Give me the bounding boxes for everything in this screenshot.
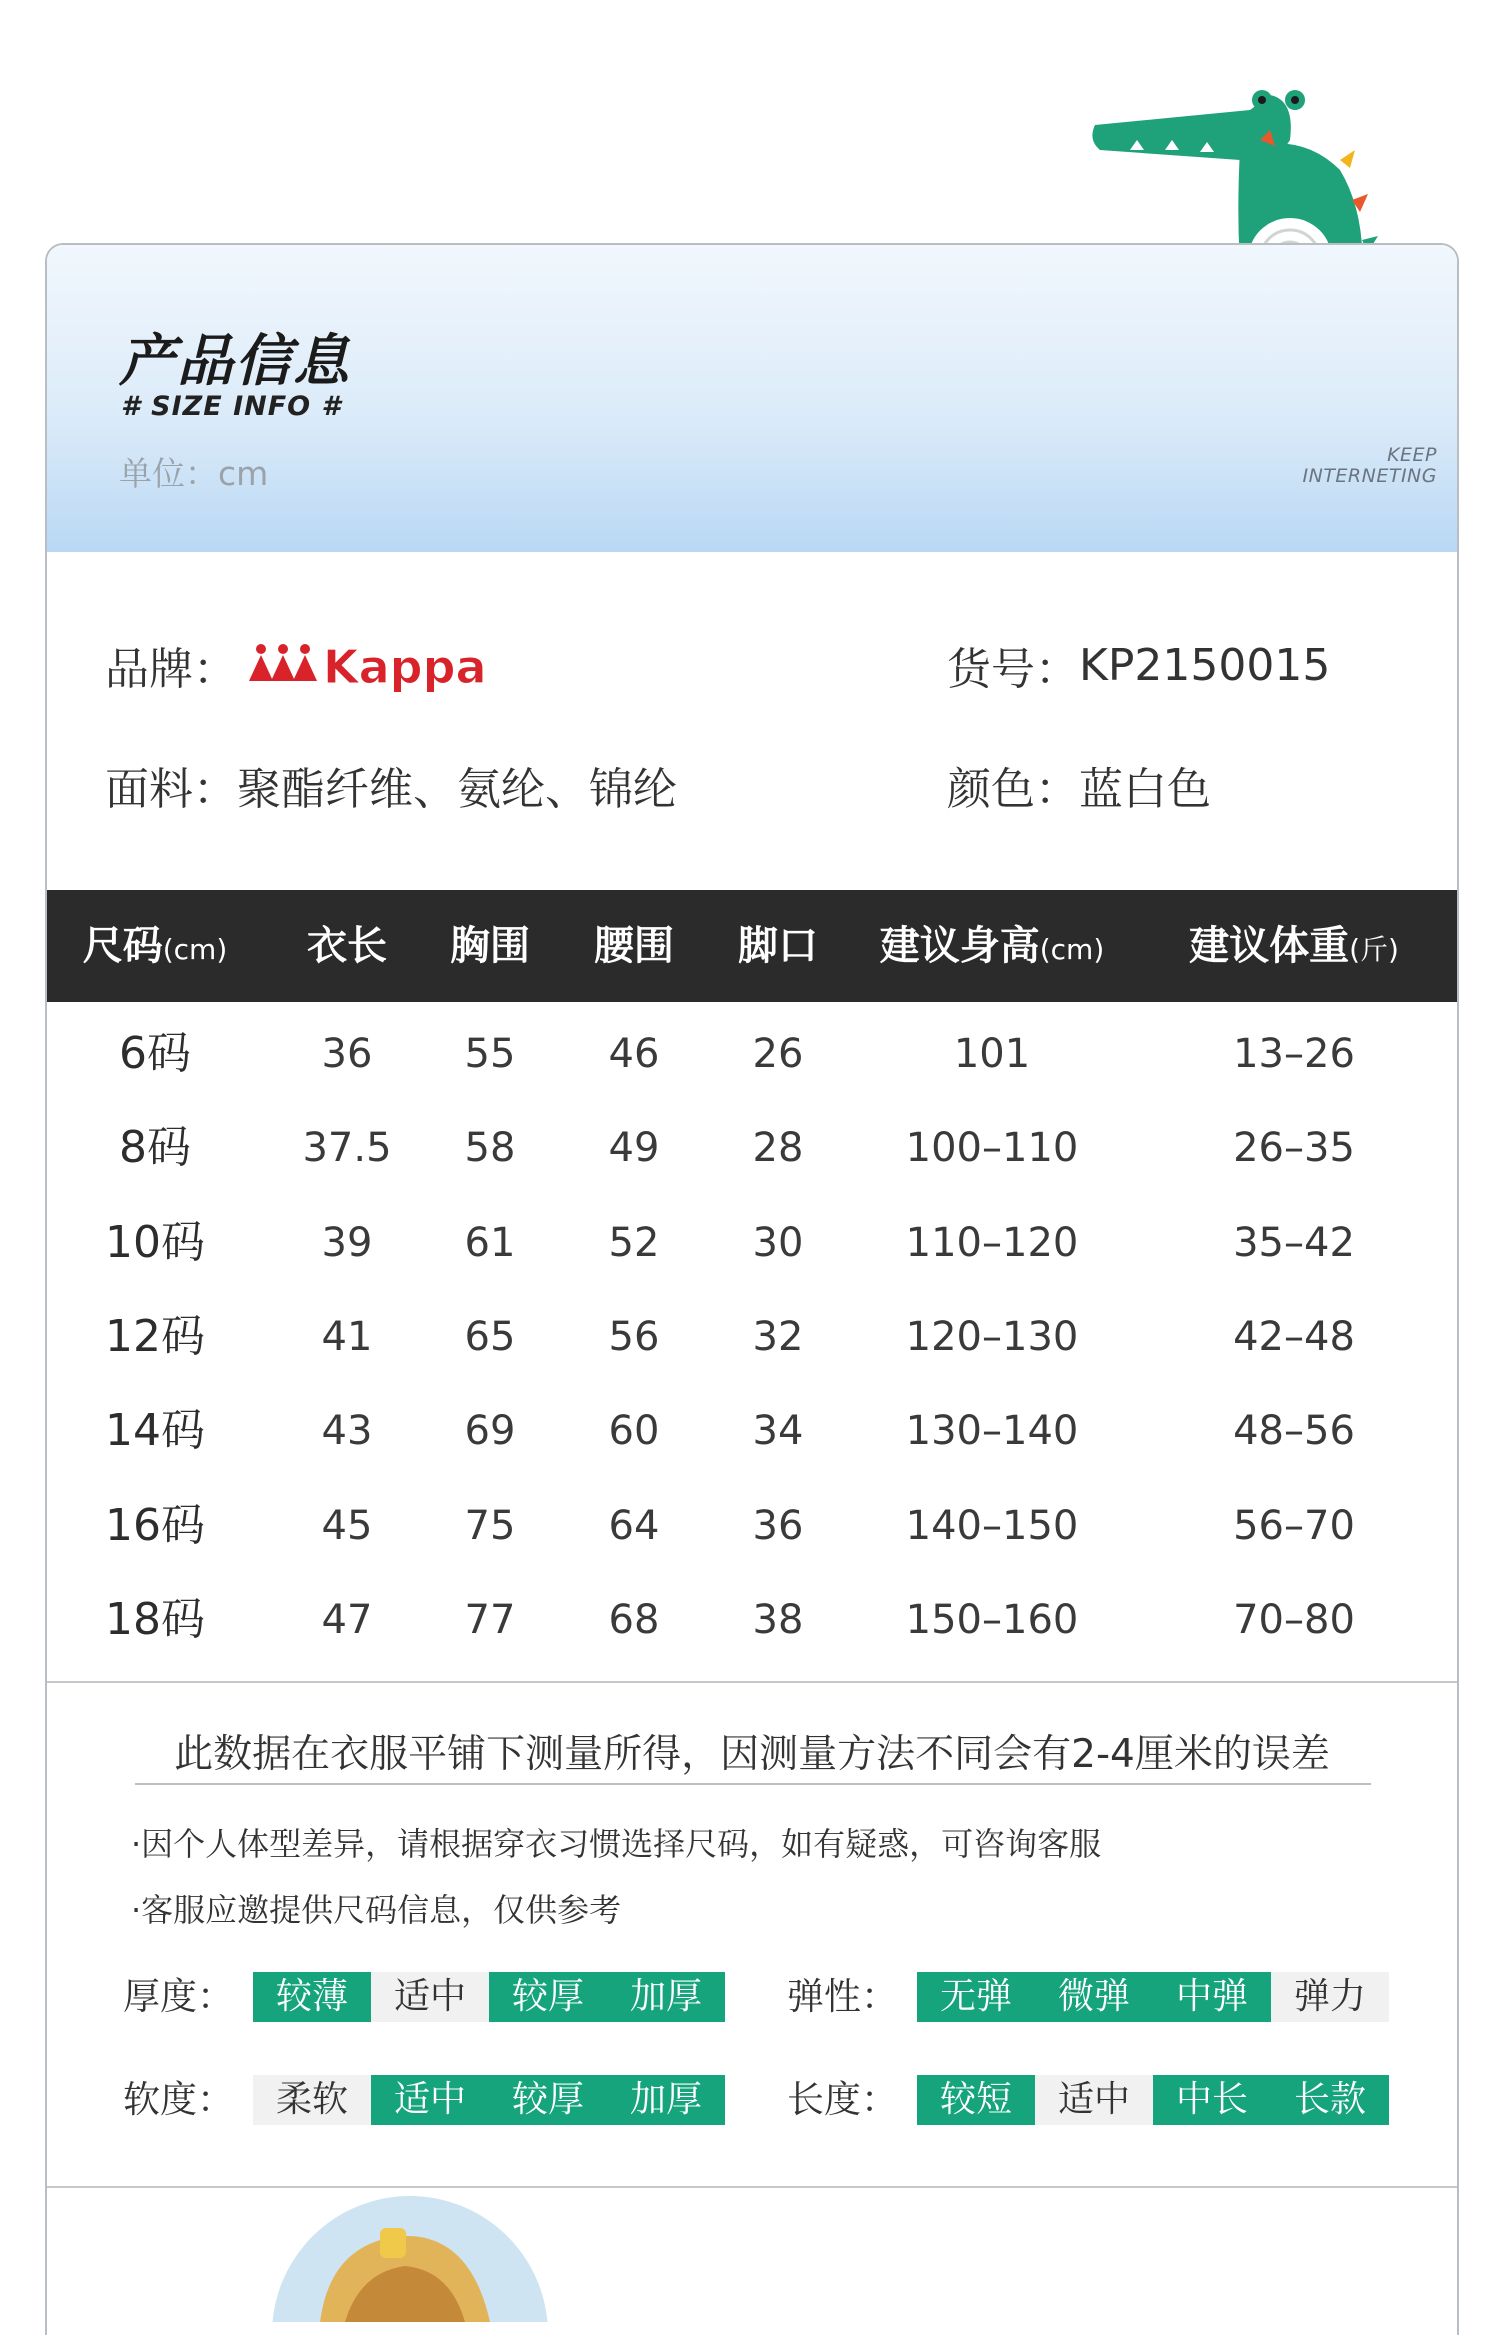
cell-chest: 69: [464, 1408, 516, 1455]
cell-waist: 49: [608, 1125, 660, 1172]
fabric-value: 聚酯纤维、氨纶、锦纶: [237, 764, 677, 815]
table-divider: [47, 1681, 1457, 1683]
thickness-option: 加厚: [607, 1972, 725, 2022]
cell-chest: 61: [464, 1219, 516, 1266]
size-info-card: [45, 243, 1459, 2335]
cell-waist: 60: [608, 1408, 660, 1455]
cell-size: 10码: [105, 1216, 205, 1268]
length-option: 长款: [1271, 2075, 1389, 2125]
kappa-logo-icon: [243, 635, 563, 695]
cell-height: 140–150: [905, 1502, 1079, 1549]
note-sub-2: ·客服应邀提供尺码信息，仅供参考: [131, 1891, 622, 1929]
table-row: [47, 1479, 1457, 1573]
cell-weight: 48–56: [1233, 1408, 1355, 1455]
brand-label: 品牌：: [105, 644, 237, 695]
table-row: [47, 1007, 1457, 1101]
cell-hem: 28: [752, 1125, 804, 1172]
header-chest: 胸围: [450, 923, 530, 969]
brand-row: [105, 633, 563, 697]
fabric-label: 面料：: [105, 764, 237, 815]
keep-interneting-text: [1237, 445, 1437, 487]
cell-chest: 55: [464, 1031, 516, 1077]
cell-waist: 68: [608, 1596, 660, 1643]
color-label: 颜色：: [947, 764, 1079, 815]
size-table-header: [47, 890, 1457, 1002]
cell-chest: 65: [464, 1313, 516, 1360]
sku-value: KP2150015: [1079, 639, 1331, 691]
cell-size: 6码: [119, 1028, 191, 1079]
card-header: [47, 245, 1457, 552]
cell-waist: 46: [608, 1031, 660, 1077]
cell-hem: 38: [752, 1596, 804, 1643]
softness-option: 加厚: [607, 2075, 725, 2125]
child-photo-partial: [0, 2184, 700, 2322]
cell-weight: 70–80: [1233, 1596, 1355, 1643]
cell-chest: 77: [464, 1596, 516, 1643]
cell-hem: 30: [752, 1219, 804, 1266]
sku-label: 货号：: [947, 644, 1079, 695]
cell-height: 100–110: [905, 1125, 1079, 1172]
page-title: 产品信息: [119, 329, 351, 394]
cell-length: 47: [321, 1596, 373, 1643]
cell-hem: 32: [752, 1313, 804, 1360]
cell-size: 14码: [105, 1405, 205, 1457]
softness-scale: [253, 2075, 725, 2125]
length-option: 中长: [1153, 2075, 1271, 2125]
thickness-option: 较厚: [489, 1972, 607, 2022]
table-row: [47, 1290, 1457, 1384]
cell-length: 45: [321, 1502, 373, 1549]
cell-length: 39: [321, 1219, 373, 1266]
header-length: 衣长: [307, 923, 387, 969]
thickness-scale: [253, 1972, 725, 2022]
header-hem: 脚口: [738, 923, 818, 969]
cell-height: 130–140: [905, 1408, 1079, 1455]
header-size: 尺码(cm): [82, 923, 228, 969]
cell-height: 150–160: [905, 1596, 1079, 1643]
sku-row: [947, 633, 1330, 697]
color-row: [947, 753, 1211, 817]
table-row: [47, 1196, 1457, 1290]
cell-weight: 35–42: [1233, 1219, 1355, 1266]
elasticity-scale: [917, 1972, 1389, 2022]
elasticity-label: 弹性：: [787, 1975, 898, 2018]
cell-weight: 42–48: [1233, 1313, 1355, 1360]
table-row: [47, 1573, 1457, 1667]
length-option: 适中: [1035, 2075, 1153, 2125]
table-row: [47, 1384, 1457, 1478]
cell-length: 36: [321, 1031, 373, 1077]
cell-size: 12码: [105, 1310, 205, 1362]
cell-length: 41: [321, 1313, 373, 1360]
header-weight: 建议体重(斤): [1189, 923, 1399, 969]
note-sub-1: ·因个人体型差异，请根据穿衣习惯选择尺码，如有疑惑，可咨询客服: [131, 1825, 1102, 1863]
cell-waist: 56: [608, 1313, 660, 1360]
table-row: [47, 1101, 1457, 1195]
cell-hem: 34: [752, 1408, 804, 1455]
cell-size: 16码: [105, 1499, 205, 1551]
header-height: 建议身高(cm): [879, 923, 1105, 969]
cell-height: 110–120: [905, 1219, 1079, 1266]
length-scale: [917, 2075, 1389, 2125]
thickness-option: 较薄: [253, 1972, 371, 2022]
length-option: 较短: [917, 2075, 1035, 2125]
cell-size: 8码: [119, 1122, 191, 1174]
header-waist: 腰围: [594, 923, 674, 969]
cell-hem: 26: [752, 1031, 804, 1077]
elasticity-option: 微弹: [1035, 1972, 1153, 2022]
keep-line-2: INTERNETING: [1302, 465, 1437, 487]
page-subtitle: # SIZE INFO #: [121, 391, 342, 422]
fabric-row: [105, 753, 677, 817]
cell-weight: 56–70: [1233, 1502, 1355, 1549]
elasticity-option: 中弹: [1153, 1972, 1271, 2022]
cell-weight: 13–26: [1233, 1031, 1355, 1077]
color-value: 蓝白色: [1079, 764, 1211, 815]
cell-hem: 36: [752, 1502, 804, 1549]
thickness-label: 厚度：: [123, 1975, 234, 2018]
cell-size: 18码: [105, 1593, 205, 1645]
keep-line-1: KEEP: [1387, 444, 1437, 466]
softness-option: 适中: [371, 2075, 489, 2125]
kappa-logo-text: Kappa: [323, 640, 487, 694]
thickness-option: 适中: [371, 1972, 489, 2022]
cell-chest: 75: [464, 1502, 516, 1549]
elasticity-option: 弹力: [1271, 1972, 1389, 2022]
measurement-note: 此数据在衣服平铺下测量所得，因测量方法不同会有2-4厘米的误差: [174, 1732, 1330, 1777]
cell-weight: 26–35: [1233, 1125, 1355, 1172]
cell-waist: 52: [608, 1219, 660, 1266]
cell-length: 37.5: [302, 1125, 392, 1172]
cell-length: 43: [321, 1408, 373, 1455]
cell-height: 120–130: [905, 1313, 1079, 1360]
cell-height: 101: [953, 1031, 1031, 1077]
cell-chest: 58: [464, 1125, 516, 1172]
elasticity-option: 无弹: [917, 1972, 1035, 2022]
note-underline: [135, 1783, 1371, 1785]
softness-label: 软度：: [123, 2078, 234, 2121]
softness-option: 较厚: [489, 2075, 607, 2125]
cell-waist: 64: [608, 1502, 660, 1549]
length-label: 长度：: [787, 2078, 898, 2121]
softness-option: 柔软: [253, 2075, 371, 2125]
unit-label: 单位：cm: [119, 454, 269, 493]
